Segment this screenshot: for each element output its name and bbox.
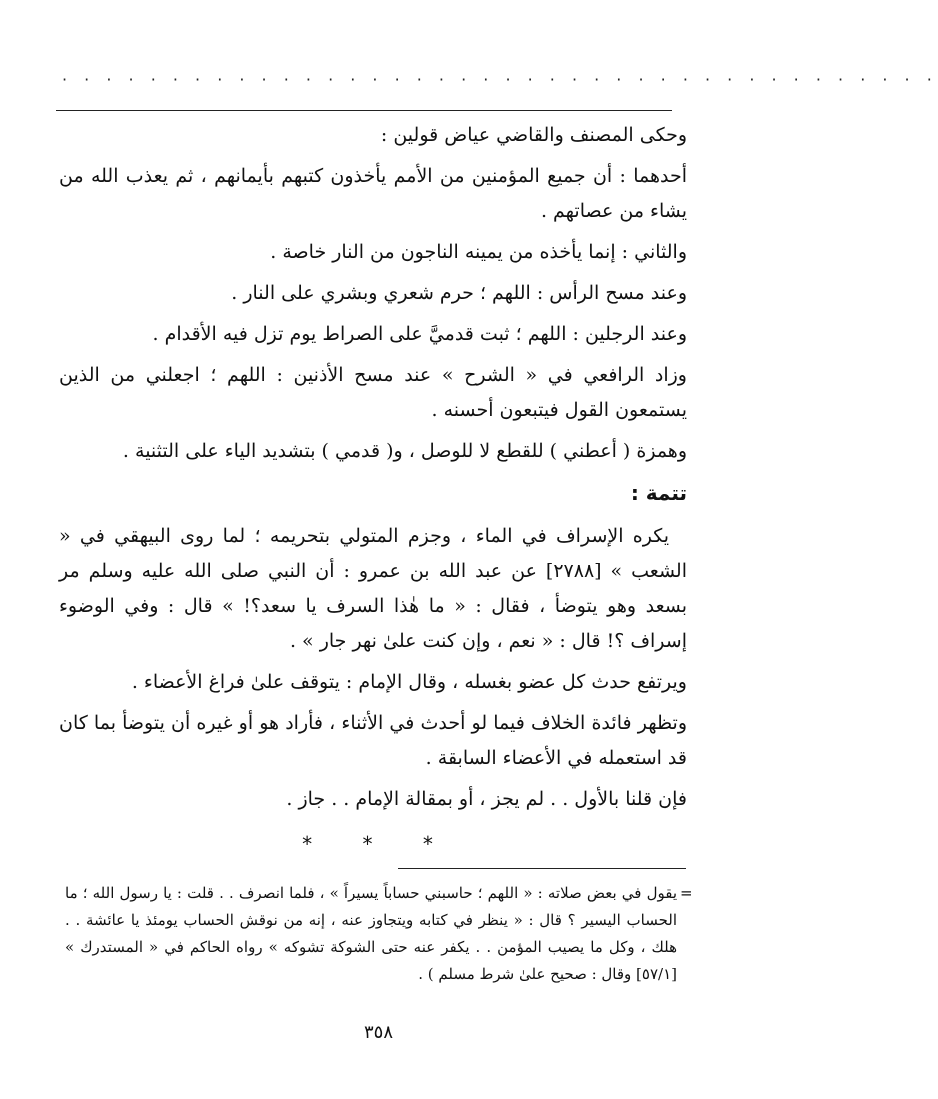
- footnote-text: يقول في بعض صلاته : « اللهم ؛ حاسبني حساباً يسيراً » ، فلما انصرف . . قلت : يا رسول الله ؛ ما الحساب اليسير ؟ قال : « ينظر في كتابه ويتجاوز عنه ، إنه من نوقش الحساب يومئذ يا عائشة . . هلك ، وكل ما يصيب المؤمن . . يكفر عنه حتى الشوكة تشوكه » رواه الحاكم في « المستدرك » [٥٧/١] وقال : صحيح علىٰ شرط مسلم ) .: [65, 884, 677, 983]
- paragraph-first-opinion: أحدهما : أن جميع المؤمنين من الأمم يأخذون كتبهم بأيمانهم ، ثم يعذب الله من يشاء من عصاتهم .: [59, 165, 687, 222]
- paragraph-khilaf: وتظهر فائدة الخلاف فيما لو أحدث في الأثناء ، فأراد هو أو غيره أن يتوضأ بما كان قد استعمله في الأعضاء السابقة .: [59, 712, 687, 769]
- paragraph-hamza: وهمزة ( أعطني ) للقطع لا للوصل ، و( قدمي ) بتشديد الياء على التثنية .: [122, 440, 687, 462]
- paragraph-ears: وزاد الرافعي في « الشرح » عند مسح الأذنين : اللهم ؛ اجعلني من الذين يستمعون القول فيتبعون أحسنه .: [59, 364, 687, 421]
- paragraph-hadath: ويرتفع حدث كل عضو بغسله ، وقال الإمام : يتوقف علىٰ فراغ الأعضاء .: [131, 671, 687, 693]
- paragraph-israf: يكره الإسراف في الماء ، وجزم المتولي بتحريمه ؛ لما روى البيهقي في « الشعب » [٢٧٨٨] عن عبد الله بن عمرو : أن النبي صلى الله عليه وسلم مر بسعد وهو يتوضأ ، فقال : « ما هٰذا السرف يا سعد؟! » قال : وفي الوضوء إسراف ؟! قال : « نعم ، وإن كنت علىٰ نهر جار » .: [59, 525, 687, 652]
- paragraph-second-opinion: والثاني : إنما يأخذه من يمينه الناجون من النار خاصة .: [270, 241, 687, 263]
- section-separator: * * *: [302, 832, 455, 856]
- continuation-dots: · · · · · · · · · · · · · · · · · · · · · · · · · · · · · · · · · · · · · · · ·: [62, 70, 938, 89]
- footnote-rule: [398, 868, 686, 869]
- paragraph-feet: وعند الرجلين : اللهم ؛ ثبت قدميَّ على الصراط يوم تزل فيه الأقدام .: [152, 323, 687, 345]
- section-heading: تتمة :: [630, 481, 687, 505]
- top-rule: [56, 110, 672, 111]
- page-number: ٣٥٨: [363, 1022, 393, 1043]
- paragraph-two-opinions: وحكى المصنف والقاضي عياض قولين :: [380, 124, 687, 146]
- paragraph-conclusion: فإن قلنا بالأول . . لم يجز ، أو بمقالة الإمام . . جاز .: [286, 788, 687, 810]
- footnote-continuation-mark: =: [680, 884, 693, 902]
- paragraph-head-wiping: وعند مسح الرأس : اللهم ؛ حرم شعري وبشري على النار .: [231, 282, 687, 304]
- main-text: [59, 118, 687, 823]
